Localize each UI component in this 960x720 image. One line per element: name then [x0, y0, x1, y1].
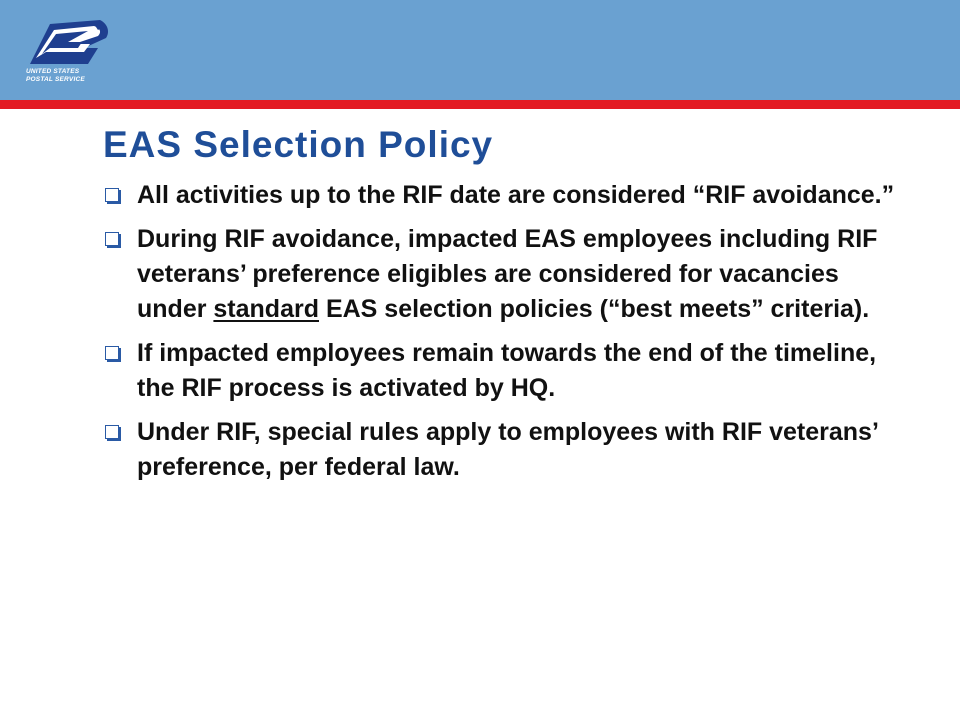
bullet-text-2-before: During RIF avoidance, impacted EAS employees including RIF veterans’ preference eligibles are considered for vacancies under [137, 225, 878, 323]
hollow-square-bullet-icon [105, 188, 119, 202]
bullet-item-1 [103, 178, 903, 213]
logo-line-1: UNITED STATES [26, 68, 80, 75]
bullet-text-2-after: EAS selection policies (“best meets” criteria). [319, 295, 870, 323]
bullet-item-2 [103, 222, 903, 327]
bullet-text-1: All activities up to the RIF date are considered “RIF avoidance.” [137, 181, 895, 209]
bullet-item-3 [103, 336, 903, 406]
logo-wordmark [26, 68, 112, 84]
hollow-square-bullet-icon [105, 346, 119, 360]
bullet-text-3: If impacted employees remain towards the end of the timeline, the RIF process is activated by HQ. [137, 339, 877, 402]
bullet-text-2-underlined: standard [213, 295, 319, 323]
bullet-list [103, 178, 903, 494]
header-band [0, 0, 960, 100]
logo-line-2: POSTAL SERVICE [26, 76, 85, 83]
slide-title: EAS Selection Policy [103, 124, 494, 165]
usps-logo [24, 18, 110, 88]
bullet-text-4: Under RIF, special rules apply to employees with RIF veterans’ preference, per federal law. [137, 418, 878, 481]
hollow-square-bullet-icon [105, 232, 119, 246]
header-red-rule [0, 100, 960, 109]
bullet-item-4 [103, 415, 903, 485]
eagle-logo-icon [24, 18, 110, 66]
hollow-square-bullet-icon [105, 425, 119, 439]
